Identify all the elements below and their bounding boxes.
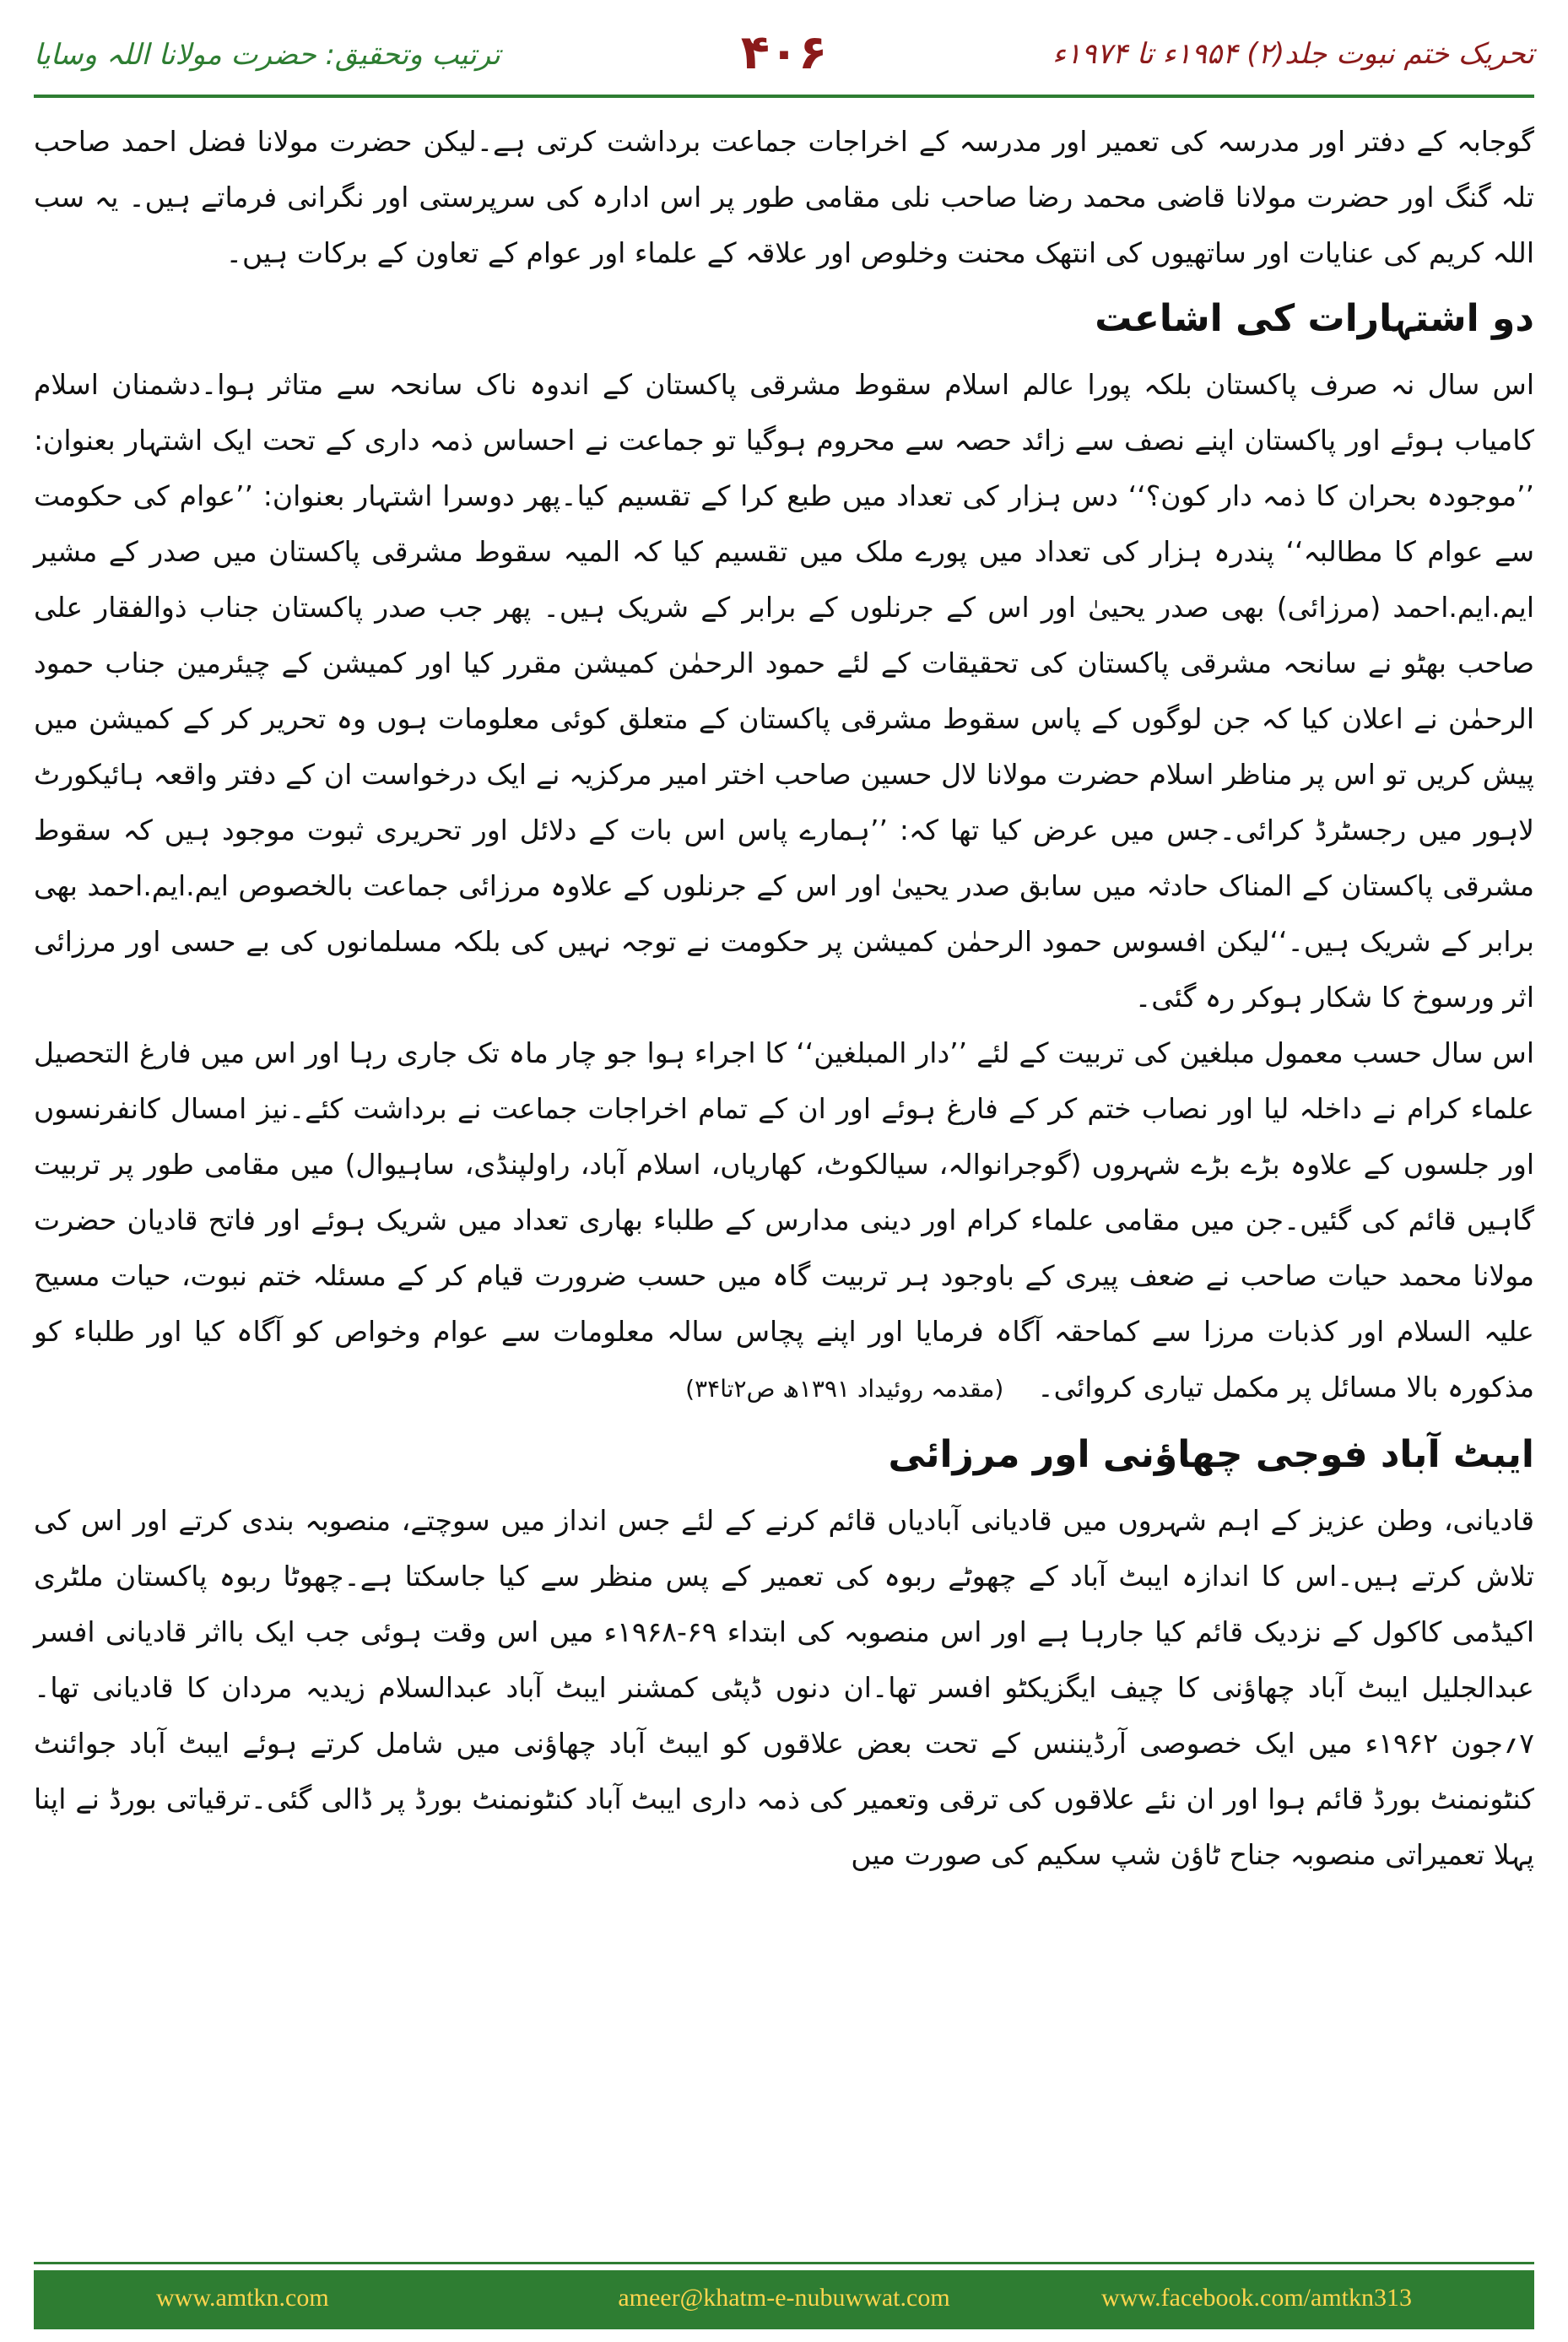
- page-number: ۴۰۶: [740, 25, 828, 80]
- page-content: [34, 114, 1534, 1883]
- page-footer: [34, 2270, 1534, 2329]
- citation: (مقدمہ روئیداد ۱۳۹۱ھ ص۲تا۳۴): [685, 1375, 1004, 1403]
- website-link[interactable]: www.amtkn.com: [156, 2284, 329, 2312]
- paragraph: [34, 1025, 1534, 1417]
- section-heading: دو اشتہارات کی اشاعت: [1095, 297, 1534, 340]
- paragraph: اس سال نہ صرف پاکستان بلکہ پورا عالم اسلام سقوط مشرقی پاکستان کے اندوہ ناک سانحہ سے متاثر ہوا۔دشمنان اسلام کامیاب ہوئے اور پاکستان اپنے نصف سے زائد حصہ سے محروم ہوگیا تو جماعت نے احساس ذمہ داری کے تحت ایک اشتہار بعنوان: ’’موجودہ بحران کا ذمہ دار کون؟‘‘ دس ہزار کی تعداد میں طبع کرا کے تقسیم کیا۔پھر دوسرا اشتہار بعنوان: ’’عوام کی حکومت سے عوام کا مطالبہ‘‘ پندرہ ہزار کی تعداد میں پورے ملک میں تقسیم کیا کہ المیہ سقوط مشرقی پاکستان میں صدر کے مشیر ایم.ایم.احمد (مرزائی) بھی صدر یحییٰ اور اس کے جرنلوں کے برابر کے شریک ہیں۔ پھر جب صدر پاکستان جناب ذوالفقار علی صاحب بھٹو نے سانحہ مشرقی پاکستان کی تحقیقات کے لئے حمود الرحمٰن کمیشن مقرر کیا اور کمیشن کے چیئرمین جناب حمود الرحمٰن نے اعلان کیا کہ جن لوگوں کے پاس سقوط مشرقی پاکستان کے متعلق کوئی معلومات ہوں وہ تحریر کر کے کمیشن میں پیش کریں تو اس پر مناظر اسلام حضرت مولانا لال حسین صاحب اختر امیر مرکزیہ نے ایک درخواست ان کے دفتر واقعہ ہائیکورٹ لاہور میں رجسٹرڈ کرائی۔جس میں عرض کیا تھا کہ: ’’ہمارے پاس اس بات کے دلائل اور تحریری ثبوت موجود ہیں کہ سقوط مشرقی پاکستان کے المناک حادثہ میں سابق صدر یحییٰ اور اس کے جرنلوں کے علاوہ مرزائی جماعت بالخصوص ایم.ایم.احمد بھی برابر کے شریک ہیں۔‘‘لیکن افسوس حمود الرحمٰن کمیشن پر حکومت نے توجہ نہیں کی بلکہ مسلمانوں کی بے حسی اور مرزائی اثر ورسوخ کا شکار ہوکر رہ گئی۔: [34, 368, 1534, 1014]
- facebook-link[interactable]: www.facebook.com/amtkn313: [1101, 2284, 1412, 2312]
- page-header: [34, 25, 1534, 93]
- email-link[interactable]: ameer@khatm-e-nubuwwat.com: [618, 2284, 950, 2312]
- paragraph: گوجابہ کے دفتر اور مدرسہ کی تعمیر اور مدرسہ کے اخراجات جماعت برداشت کرتی ہے۔لیکن حضرت مولانا فضل احمد صاحب تلہ گنگ اور حضرت مولانا قاضی محمد رضا صاحب نلی مقامی طور پر اس ادارہ کی سرپرستی اور نگرانی فرماتے ہیں۔ یہ سب اللہ کریم کی عنایات اور ساتھیوں کی انتھک محنت وخلوص اور علاقہ کے علماء اور عوام کے تعاون کے برکات ہیں۔: [34, 125, 1534, 269]
- footer-divider: [34, 2262, 1534, 2264]
- header-divider: [34, 95, 1534, 98]
- book-title: تحریک ختم نبوت جلد(۲) ۱۹۵۴ء تا ۱۹۷۴ء: [1052, 37, 1534, 71]
- paragraph-text: اس سال حسب معمول مبلغین کی تربیت کے لئے ’’دار المبلغین‘‘ کا اجراء ہوا جو چار ماہ تک جاری رہا اور اس میں فارغ التحصیل علماء کرام نے داخلہ لیا اور نصاب ختم کر کے فارغ ہوئے اور ان کے تمام اخراجات جماعت نے برداشت کئے۔نیز امسال کانفرنسوں اور جلسوں کے علاوہ بڑے بڑے شہروں (گوجرانوالہ، سیالکوٹ، کھاریاں، اسلام آباد، راولپنڈی، ساہیوال) میں مقامی طور پر تربیت گاہیں قائم کی گئیں۔جن میں مقامی علماء کرام اور دینی مدارس کے طلباء بھاری تعداد میں شریک ہوئے اور فاتح قادیان حضرت مولانا محمد حیات صاحب نے ضعف پیری کے باوجود ہر تربیت گاہ میں حسب ضرورت قیام کر کے مسئلہ ختم نبوت، حیات مسیح علیہ السلام اور کذبات مرزا سے کماحقہ آگاہ فرمایا اور اپنے پچاس سالہ معلومات سے عوام وخواص کو آگاہ کیا اور طلباء کو مذکورہ بالا مسائل پر مکمل تیاری کروائی۔: [34, 1036, 1534, 1404]
- paragraph: قادیانی، وطن عزیز کے اہم شہروں میں قادیانی آبادیاں قائم کرنے کے لئے جس انداز میں سوچتے، منصوبہ بندی کرتے اور اس کی تلاش کرتے ہیں۔اس کا اندازہ ایبٹ آباد کے چھوٹے ربوہ کی تعمیر کے پس منظر سے کیا جاسکتا ہے۔چھوٹا ربوہ پاکستان ملٹری اکیڈمی کاکول کے نزدیک قائم کیا جارہا ہے اور اس منصوبہ کی ابتداء ۶۹-۱۹۶۸ء میں اس وقت ہوئی جب ایک بااثر قادیانی افسر عبدالجلیل ایبٹ آباد چھاؤنی کا چیف ایگزیکٹو افسر تھا۔ان دنوں ڈپٹی کمشنر ایبٹ آباد عبدالسلام زیدیہ مردان کا قادیانی تھا۔۷؍جون ۱۹۶۲ء میں ایک خصوصی آرڈیننس کے تحت بعض علاقوں کو ایبٹ آباد چھاؤنی میں شامل کرتے ہوئے ایبٹ آباد جوائنٹ کنٹونمنٹ بورڈ قائم ہوا اور ان نئے علاقوں کی ترقی وتعمیر کی ذمہ داری ایبٹ آباد کنٹونمنٹ بورڈ پر ڈالی گئی۔ترقیاتی بورڈ نے اپنا پہلا تعمیراتی منصوبہ جناح ٹاؤن شپ سکیم کی صورت میں: [34, 1504, 1534, 1871]
- section-heading: ایبٹ آباد فوجی چھاؤنی اور مرزائی: [888, 1433, 1534, 1476]
- author-credit: ترتیب وتحقیق: حضرت مولانا اللہ وسایا: [34, 38, 500, 72]
